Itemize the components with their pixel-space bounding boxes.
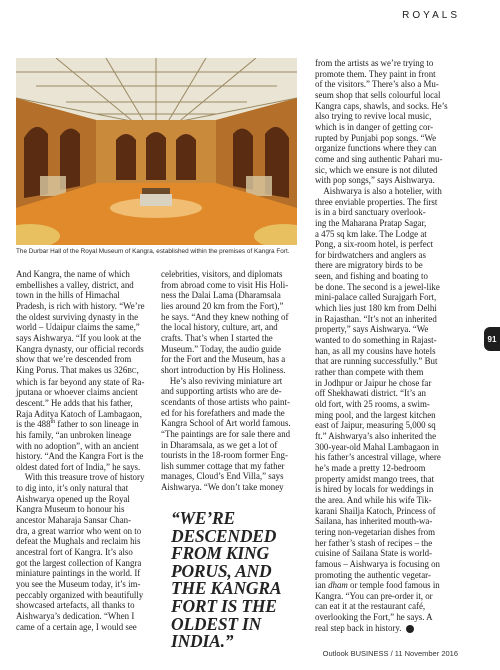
pull-quote-line: FROM KING [171,543,269,564]
page-footer: Outlook BUSINESS / 11 November 2016 [322,649,458,658]
text-line: He’s also reviving miniature art [161,375,283,386]
durbar-hall-illustration [16,58,297,245]
pull-quote-line: THE KANGRA [171,578,282,599]
photo-caption: The Durbar Hall of the Royal Museum of Kangra, established within the premises of Kangra Fort. [16,248,290,255]
text-line: in Rajasthan. “It’s not an inherited [315,313,437,324]
text-line: east of Jaipur, measuring 5,000 sq [315,420,436,431]
text-line: which is far beyond any state of Ra- [16,376,145,387]
pull-quote-line: “WE’RE [171,508,235,528]
end-mark-icon [406,625,414,633]
pull-quote-line: INDIA.” [171,631,234,652]
text-line: world – Udaipur claims the same,” [16,322,140,333]
text-line: is in a bird sanctuary overlook- [315,207,426,218]
text-line: in Jodhpur or Jaipur he chose far [315,377,432,388]
text-line: wanted to do something in Rajast- [315,335,437,346]
text-line: old fort, with 25 rooms, a swim- [315,399,430,409]
text-line: he’s made a pretty 12-bedroom [315,462,426,473]
text-line: his family, “an unbroken lineage [16,429,132,440]
text-line: from the artists as we’re trying to [315,58,434,68]
text-line: cuisine of Sailana State is world- [315,548,433,559]
text-line: with no adoption”, with an ancient [16,440,139,451]
article-column-3 [315,58,455,633]
text-line: you see the Museum today, it’s im- [16,579,141,590]
text-line: also trying to revive local music, [315,111,432,122]
text-line: sic, which we ensure is not diluted [315,164,438,175]
text-line: ft.” Aishwarya’s also inherited the [315,430,437,441]
text-line: ed for his forefathers and made the [161,407,285,418]
text-line: of the visitors.” There’s also a Mu- [315,79,439,90]
text-line: descent.” He adds that his father, [16,397,133,408]
text-line: town in the hills of Himachal [16,290,120,301]
text-line: Pradesh, is rich with history. “We’re [16,300,145,311]
text-line: be done. The second is a jewel-like [315,281,440,292]
issue-date: 11 November 2016 [394,649,458,658]
text-line: history. “And the Kangra Fort is the [16,451,144,462]
text-line: Kangra Museum to honour his [16,504,125,515]
text-line: han, as all my cousins have hotels [315,345,436,356]
text-line: off Shekhawati district. “It’s an [315,388,426,399]
page-number-tab: 91 [484,327,500,351]
text-line: which is in danger of getting cor- [315,121,434,132]
text-line: Raja Aditya Katoch of Lambagaon, [16,408,142,419]
text-line: Aishwarya is also a hotelier, with [315,185,442,196]
article-column-2 [161,269,301,493]
text-line: mini-palace called Surajgarh Fort, [315,292,437,303]
text-line: come and sing authentic Pahari mu- [315,153,443,164]
museum-hall-photo [16,58,297,245]
text-line: lies around 20 km from the Fort),” [161,300,284,311]
text-line: ancestor Maharaja Sansar Chan- [16,515,132,526]
text-line: a 475 sq km lake. The Lodge at [315,228,427,239]
text-line: manages, Cloud’s End Villa,” says [161,471,284,482]
text-line: three enviable properties. The first [315,196,438,207]
text-line: the local history, culture, art, and [161,322,278,333]
text-line: property amidst mango trees, that [315,473,435,484]
text-line: “The paintings are for sale there and [161,428,291,439]
text-line: rather than compete with them [315,367,424,378]
text-line: Museum.” Today, the audio guide [161,343,281,354]
text-line: ming pool, and the largest kitchen [315,409,436,420]
text-line: he says. “And they knew nothing of [161,311,289,322]
text-line: celebrities, visitors, and diplomats [161,269,283,279]
pull-quote-line: DESCENDED [171,525,277,546]
text-line: Aishwarya’s dedication. “When I [16,611,135,621]
text-line: property,” says Aishwarya. “We [315,324,429,335]
text-line: to dig into, it’s only natural that [16,483,129,494]
text-line: Kangra. “You can pre-order it, or [315,590,433,601]
text-line: With this treasure trove of history [16,472,145,483]
text-line: miniature paintings in the world. If [16,568,141,579]
text-line: Kangra caps, shawls, and socks. He’s [315,100,448,111]
text-line: got the largest collection of Kangra [16,557,142,568]
text-line: rupted by Punjabi pop songs. “We [315,132,437,143]
article-column-1 [16,269,151,632]
text-line: real step back in history. [315,622,402,633]
text-line: defeat the Mughals and reclaim his [16,536,141,547]
text-line: is the 488th father to son lineage in [16,419,139,430]
text-line: crafts. That’s when I started the [161,332,273,343]
text-line: embellishes a valley, district, and [16,279,134,290]
text-line: can eat it at the restaurant café, [315,601,426,612]
text-line: seen, and fishing and boating to [315,271,428,282]
text-line: lish summer cottage that my father [161,460,285,471]
text-line: ancestral fort of Kangra. It’s also [16,547,133,558]
text-line: jputana or whoever claims ancient [16,387,138,398]
text-line: King Porus. That makes us 326BC, [16,364,139,375]
text-line: is hired by locals for weddings in [315,484,434,495]
text-line: his father’s ancestral village, where [315,452,441,463]
text-line: Kangra dynasty, our official records [16,343,144,354]
text-line: for birdwatchers and anglers as [315,249,426,260]
text-line: Aishwarya opened up the Royal [16,493,130,504]
text-line: promoting the authentic vegetar- [315,569,431,580]
pull-quote-line: OLDEST IN [171,613,262,634]
text-line: oldest dated fort of India,” he says. [16,461,141,472]
text-line: came of a certain age, I would see [16,621,137,632]
text-line: scendants of those artists who paint- [161,396,290,407]
pull-quote-line: FORT IS THE [171,595,277,616]
section-header: ROYALS [402,10,460,21]
text-line: with pop songs,” says Aishwarya. [315,175,435,186]
text-line: show that we’re descended from [16,354,132,365]
text-line: famous – Aishwarya is focusing on [315,558,440,569]
text-line: dra, a great warrior who went on to [16,525,142,536]
text-line: Aishwarya. “We don’t take money [161,482,284,493]
text-line: Pong, a six-room hotel, is perfect [315,239,434,250]
pull-quote [171,510,296,651]
text-line: from abroad come to visit His Holi- [161,279,289,290]
text-line: tering non-vegetarian dishes from [315,526,436,537]
text-line: tourists in the 18-room former Eng- [161,450,288,461]
text-line: karani Shailja Katoch, Princess of [315,505,436,516]
text-line: promote them. They paint in front [315,68,436,79]
text-line: ing the Maharana Pratap Sagar, [315,217,427,228]
pull-quote-line: PORUS, AND [171,560,272,581]
text-line: ness the Dalai Lama (Dharamsala [161,290,281,301]
text-line: Sailana, has inherited mouth-wa- [315,516,433,527]
text-line: seum shop that sells colourful local [315,89,441,100]
text-line: says Aishwarya. “If you look at the [16,332,141,343]
text-line: that are running successfully.” But [315,356,438,367]
last-text-line [315,623,455,634]
text-line: showcased artefacts, all thanks to [16,600,135,611]
text-line: ian dham or temple food famous in [315,580,440,591]
text-line: And Kangra, the name of which [16,269,130,279]
text-line: short introduction by His Holiness. [161,364,286,375]
text-line: her father’s stash of recipes – the [315,537,433,548]
text-line: the area. And while his wife Tik- [315,494,432,505]
text-line: the oldest surviving dynasty in the [16,311,139,322]
text-line: Kangra School of Art world famous. [161,418,291,429]
text-line: peccably organized with beautifully [16,589,144,600]
text-line: there are migratory birds to be [315,260,423,271]
text-line: and supporting artists who are de- [161,386,282,397]
text-line: which lies just 180 km from Delhi [315,303,437,314]
publication-name: Outlook BUSINESS [322,649,389,658]
text-line: for the Fort and the Museum, has a [161,354,286,365]
text-line: in Dharamsala, as we get a lot of [161,439,278,450]
text-line: overlooking the Fort,” he says. A [315,612,433,623]
text-line: organize functions where they can [315,143,437,154]
text-line: 300-year-old Mahal Lambagaon in [315,441,439,452]
